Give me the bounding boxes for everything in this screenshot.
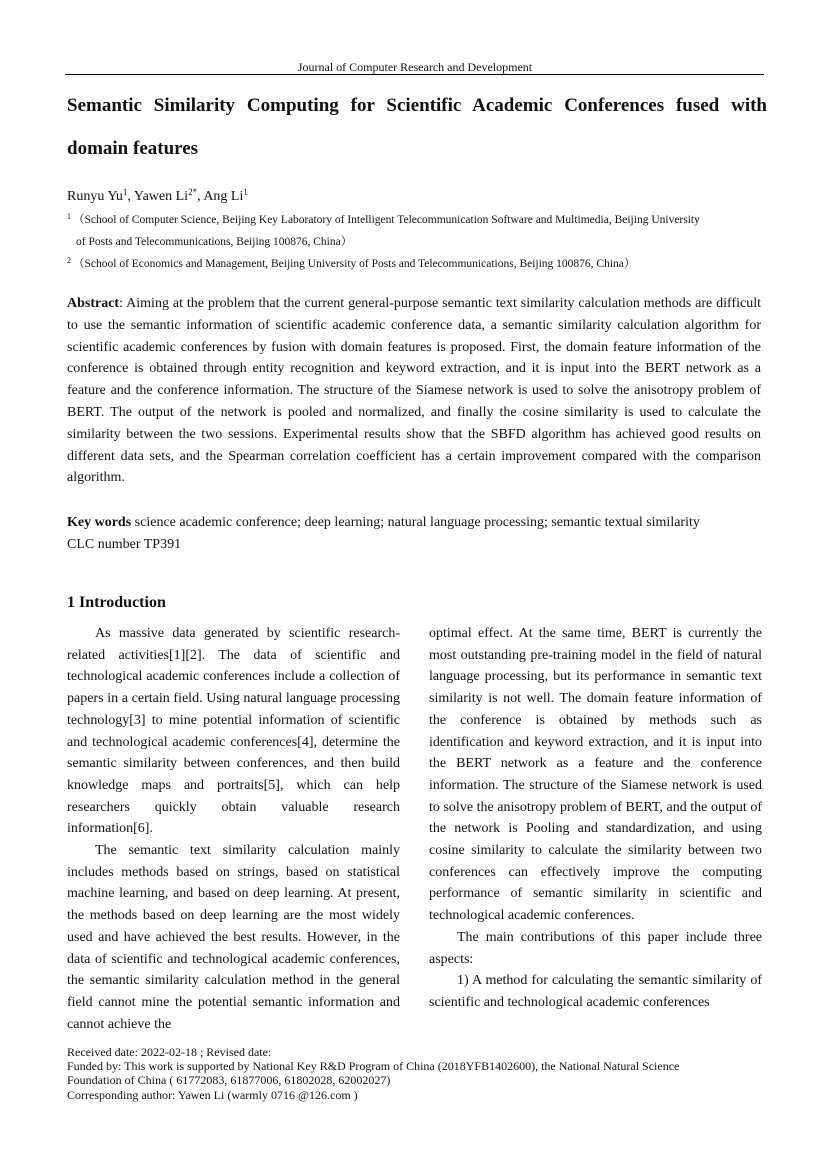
affiliation-2 [67,250,763,275]
author-affiliation-mark: 1 [243,187,248,197]
footnote-corresponding-author: Corresponding author: Yawen Li (warmly 0716 @126.com ) [67,1087,358,1102]
body-column-right [429,623,762,1014]
paragraph: The main contributions of this paper include three aspects: [429,929,762,967]
journal-header: Journal of Computer Research and Development [297,60,533,74]
affiliation-text: （School of Computer Science, Beijing Key Laboratory of Intelligent Telecommunication Software and Multimedia, Beijing University [73,214,700,226]
author-name: Yawen Li [133,189,189,204]
author-affiliation-mark: 1 [122,187,128,197]
paragraph: optimal effect. At the same time, BERT is currently the most outstanding pre-training model in the field of natural language processing, but its performance in semantic text similarity is not well. The domain feature information of the conference is obtained by methods such as identification and keyword extraction, and it is input into the BERT network as a feature and the conference information. The structure of the Siamese network is used to solve the anisotropy problem of BERT, and the output of the network is Pooling and standardization, and using cosine similarity to calculate the similarity between two conferences can effectively improve the computing performance of semantic similarity in scientific and technological academic conferences. [429,626,762,924]
author-name: Runyu Yu [67,189,123,204]
author-separator: , [127,189,134,204]
keywords [67,512,700,534]
paragraph: 1) A method for calculating the semantic similarity of scientific and technological academic conferences [429,973,762,1010]
paper-title: Semantic Similarity Computing for Scientific Academic Conferences fused with domain features [67,95,767,159]
author-list [67,187,248,205]
keywords-label: Key words [67,515,132,530]
abstract [67,293,761,489]
footnote-funding: Funded by: This work is supported by National Key R&D Program of China (2018YFB1402600), the National Natural Science [67,1059,680,1074]
keywords-text: science academic conference; deep learning; natural language processing; semantic textual similarity [131,515,700,530]
clc-number: CLC number TP391 [67,537,182,552]
section-heading: 1 Introduction [67,594,166,611]
author-name: Ang Li [203,189,244,204]
author-separator: , [197,189,204,204]
affiliation-text-continued: of Posts and Telecommunications, Beijing 100876, China） [76,236,353,248]
author-affiliation-mark: 2* [188,187,198,197]
footnotes [67,1045,767,1102]
paragraph: The semantic text similarity calculation mainly includes methods based on strings, based on statistical machine learning, and based on deep learning. At present, the methods based on deep learning are the most widely used and have achieved the best results. However, in the data of scientific and technological academic conferences, the semantic similarity calculation method in the general field cannot mine the potential semantic information and cannot achieve the [67,843,400,1032]
footnote-funding-continued: Foundation of China ( 61772083, 61877006, 61802028, 62002027) [67,1073,391,1088]
footnote-received: Received date: 2022-02-18 ; Revised date: [67,1045,272,1059]
affiliation-mark: 1 [67,212,71,221]
header-rule [65,74,764,75]
affiliation-text: （School of Economics and Management, Beijing University of Posts and Telecommunications, Beijing 100876, China） [73,258,636,270]
body-column-left [67,623,400,1035]
affiliation-mark: 2 [67,256,71,265]
abstract-label: Abstract [67,296,120,311]
affiliation-1 [67,206,763,253]
paragraph: As massive data generated by scientific research-related activities[1][2]. The data of scientific and technological academic conferences include a collection of papers in a certain field. Using natural language processing technology[3] to mine potential information of scientific and technological academic conferences[4], determine the semantic similarity between conferences, and then build knowledge maps and portraits[5], which can help researchers quickly obtain valuable research information[6]. [67,626,400,837]
abstract-text: : Aiming at the problem that the current general-purpose semantic text similarity calculation methods are difficult to use the semantic information of scientific academic conference data, a semantic similarity calculation algorithm for scientific academic conferences by fusion with domain features is proposed. First, the domain feature information of the conference is obtained through entity recognition and keyword extraction, and it is input into the BERT network as a feature and the conference information. The structure of the Siamese network is used to solve the anisotropy problem of BERT. The output of the network is pooled and normalized, and finally the cosine similarity is used to calculate the similarity between the two sessions. Experimental results show that the SBFD algorithm has achieved good results on different data sets, and the Spearman correlation coefficient has a certain improvement compared with the comparison algorithm. [67,296,761,486]
